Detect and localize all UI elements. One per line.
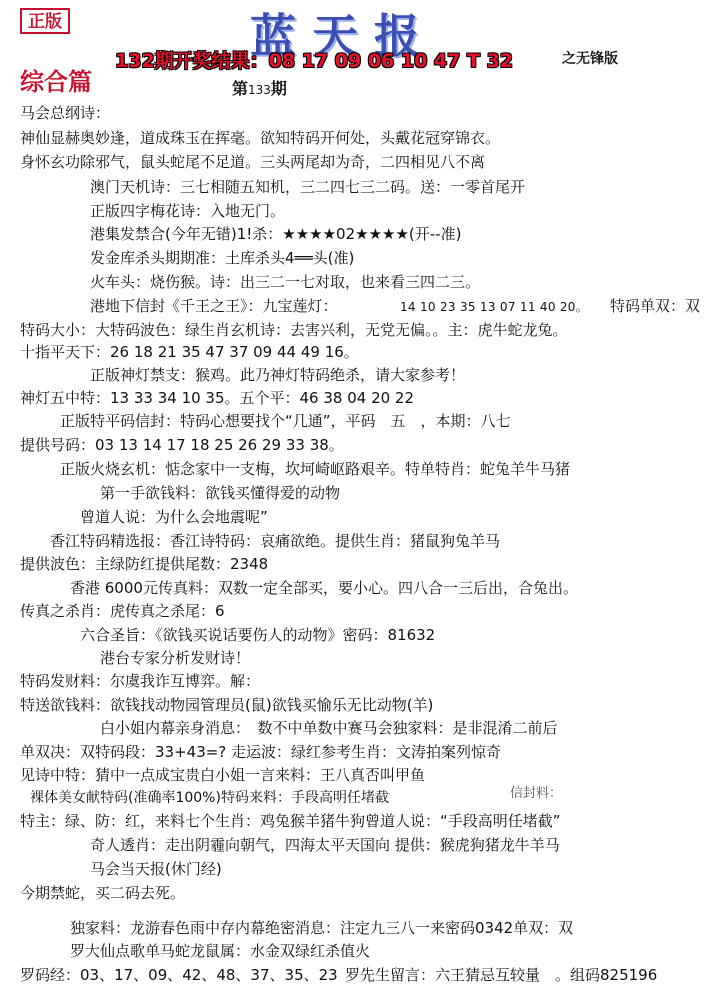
text-line-numbers: 14 10 23 35 13 07 11 40 20。: [400, 300, 589, 314]
text-line: 马会总纲诗：: [20, 104, 111, 122]
text-line: 独家料：龙游春色雨中存内幕绝密消息：注定九三八一来密码0342单双：双: [70, 919, 574, 937]
edition-label: 之无锋版: [562, 51, 618, 67]
text-line: 港地下信封《千王之王》：九宝莲灯：: [90, 297, 338, 315]
text-line: 正版神灯禁支：猴鸡。此乃神灯特码绝杀，请大家参考！: [90, 366, 466, 384]
text-line: 曾道人说：为什么会地震呢”: [80, 508, 268, 526]
text-line: 香江特码精选报：香江诗特码：哀痛欲绝。提供生肖：猪鼠狗兔羊马: [50, 532, 501, 550]
text-line: 见诗中特：猜中一点成宝贵白小姐一言来料：王八真否叫甲鱼: [20, 766, 426, 784]
text-line: 提供波色：主绿防红提供尾数：2348: [20, 555, 269, 573]
text-line: 十指平天下：26 18 21 35 47 37 09 44 49 16。: [20, 343, 359, 361]
text-line: 第一手欲钱料：欲钱买懂得爱的动物: [100, 484, 341, 502]
text-line: 今期禁蛇，买二码去死。: [20, 884, 186, 902]
text-line: 身怀玄功除邪气，鼠头蛇尾不足道。三头两尾却为奇，二四相见八不离: [20, 153, 486, 171]
text-line: 正版四字梅花诗：入地无门。: [90, 202, 286, 220]
text-line: 发金库杀头期期准：土库杀头4══头(准): [90, 249, 355, 267]
text-line: 火车头：烧伤猴。诗：出三二一七对取，也来看三四二三。: [90, 273, 481, 291]
text-line: 特码发财料：尔虞我诈互博弈。解：: [20, 672, 261, 690]
text-line: 正版火烧玄机：惦念家中一支梅，坎坷崎岖路艰辛。特单特肖：蛇兔羊牛马猪: [60, 460, 571, 478]
text-line: 传真之杀肖：虎传真之杀尾：6: [20, 602, 225, 620]
lottery-result: 132期开奖结果：08 17 09 06 10 47 T 32: [115, 50, 514, 72]
issue-prefix: 第: [232, 79, 249, 98]
text-line: 神灯五中特：13 33 34 10 35。五个平：46 38 04 20 22: [20, 389, 415, 407]
text-line: 罗大仙点歌单马蛇龙鼠属：水金双绿红杀值火: [70, 942, 371, 960]
text-line: 香港 6000元传真料：双数一定全部买，要小心。四八合一三后出，合兔出。: [70, 579, 578, 597]
text-line: 白小姐内幕亲身消息： 数不中单数中赛马会独家料：是非混淆二前后: [100, 719, 558, 737]
text-line: 罗先生留言：六王猜忌互较量 。组码825196: [345, 966, 658, 984]
issue-suffix: 期: [270, 79, 287, 98]
text-line: 澳门天机诗：三七相随五知机，三二四七三二码。送：一零首尾开: [90, 178, 526, 196]
text-line: 特主：绿、防：红，来料七个生肖：鸡兔猴羊猪牛狗曾道人说：“手段高明任堵截”: [20, 812, 561, 830]
newspaper-title: 蓝天报: [250, 9, 436, 63]
text-line: 神仙显赫奥妙逢，道成珠玉在挥毫。欲知特码开何处，头戴花冠穿锦衣。: [20, 129, 501, 147]
edition-badge: 正版: [20, 8, 70, 34]
text-line: 正版特平码信封：特码心想要找个“几通”，平码 五 ，本期：八七: [60, 412, 511, 430]
text-line: 奇人透肖：走出阴霾向朝气，四海太平天国向 提供：猴虎狗猪龙牛羊马: [90, 836, 560, 854]
text-line: 特码单双：双: [610, 297, 701, 315]
text-line: 信封料：: [510, 786, 563, 801]
text-line: 特码大小：大特码波色：绿生肖玄机诗：去害兴利，无党无偏。。主：虎牛蛇龙兔。: [20, 321, 568, 339]
text-line: 港集发禁合(今年无错)1!杀：★★★★02★★★★(开--准): [90, 225, 462, 243]
issue-digits: 133: [248, 83, 271, 97]
text-line: 提供号码：03 13 14 17 18 25 26 29 33 38。: [20, 436, 344, 454]
section-title: 综合篇: [20, 67, 92, 96]
text-line: 六合圣旨：《欲钱买说话要伤人的动物》密码：81632: [80, 626, 436, 644]
text-line: 马会当天报(休门经): [90, 860, 222, 878]
text-line: 罗码经：03、17、09、42、48、37、35、23: [20, 966, 338, 984]
issue-number: [232, 76, 287, 99]
text-line: 特送欲钱料：欲钱找动物园管理员(鼠)欲钱买愉乐无比动物(羊): [20, 696, 434, 714]
text-line: 裸体美女献特码(准确率100%)特码来料：手段高明任堵截: [30, 790, 389, 806]
text-line: 单双决：双特码段：33+43=? 走运波：绿红参考生肖：文涛拍案列惊奇: [20, 743, 502, 761]
text-line: 港台专家分析发财诗！: [100, 649, 251, 667]
